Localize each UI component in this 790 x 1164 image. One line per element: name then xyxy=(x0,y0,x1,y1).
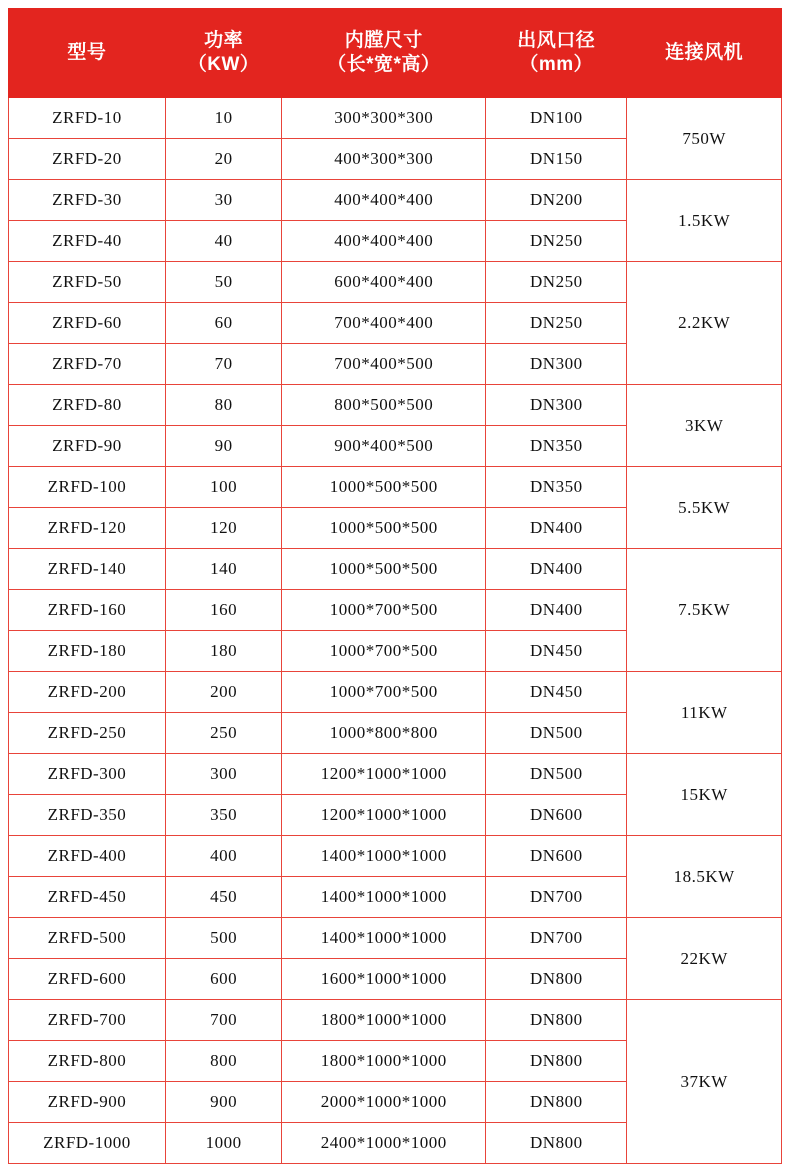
cell-model: ZRFD-180 xyxy=(9,631,166,672)
cell-connected-fan: 22KW xyxy=(627,918,782,1000)
cell-outlet-diameter: DN350 xyxy=(486,426,627,467)
cell-model: ZRFD-800 xyxy=(9,1041,166,1082)
cell-chamber-size: 1400*1000*1000 xyxy=(282,918,486,959)
cell-model: ZRFD-120 xyxy=(9,508,166,549)
cell-model: ZRFD-50 xyxy=(9,262,166,303)
cell-chamber-size: 900*400*500 xyxy=(282,426,486,467)
cell-model: ZRFD-40 xyxy=(9,221,166,262)
cell-chamber-size: 2400*1000*1000 xyxy=(282,1123,486,1164)
cell-outlet-diameter: DN150 xyxy=(486,139,627,180)
cell-chamber-size: 1600*1000*1000 xyxy=(282,959,486,1000)
cell-outlet-diameter: DN600 xyxy=(486,795,627,836)
cell-outlet-diameter: DN400 xyxy=(486,590,627,631)
cell-chamber-size: 400*400*400 xyxy=(282,180,486,221)
cell-chamber-size: 1000*500*500 xyxy=(282,508,486,549)
column-header-chamber-size-line1: 内膛尺寸 xyxy=(344,30,423,52)
column-header-model xyxy=(9,9,166,98)
cell-outlet-diameter: DN800 xyxy=(486,1000,627,1041)
cell-model: ZRFD-900 xyxy=(9,1082,166,1123)
cell-chamber-size: 1400*1000*1000 xyxy=(282,836,486,877)
cell-power: 140 xyxy=(165,549,282,590)
cell-power: 500 xyxy=(165,918,282,959)
cell-power: 250 xyxy=(165,713,282,754)
cell-model: ZRFD-60 xyxy=(9,303,166,344)
cell-power: 400 xyxy=(165,836,282,877)
cell-model: ZRFD-10 xyxy=(9,98,166,139)
table-header xyxy=(9,9,782,98)
cell-outlet-diameter: DN400 xyxy=(486,508,627,549)
cell-outlet-diameter: DN450 xyxy=(486,672,627,713)
cell-power: 180 xyxy=(165,631,282,672)
cell-power: 600 xyxy=(165,959,282,1000)
cell-model: ZRFD-500 xyxy=(9,918,166,959)
cell-model: ZRFD-400 xyxy=(9,836,166,877)
cell-power: 120 xyxy=(165,508,282,549)
cell-connected-fan: 1.5KW xyxy=(627,180,782,262)
cell-power: 1000 xyxy=(165,1123,282,1164)
table-row xyxy=(9,1000,782,1041)
cell-model: ZRFD-20 xyxy=(9,139,166,180)
cell-power: 20 xyxy=(165,139,282,180)
table-row xyxy=(9,754,782,795)
cell-chamber-size: 300*300*300 xyxy=(282,98,486,139)
cell-chamber-size: 2000*1000*1000 xyxy=(282,1082,486,1123)
cell-power: 160 xyxy=(165,590,282,631)
cell-outlet-diameter: DN300 xyxy=(486,344,627,385)
cell-outlet-diameter: DN200 xyxy=(486,180,627,221)
cell-chamber-size: 1000*700*500 xyxy=(282,631,486,672)
cell-outlet-diameter: DN450 xyxy=(486,631,627,672)
cell-model: ZRFD-100 xyxy=(9,467,166,508)
cell-chamber-size: 1000*500*500 xyxy=(282,467,486,508)
cell-outlet-diameter: DN800 xyxy=(486,1082,627,1123)
cell-connected-fan: 15KW xyxy=(627,754,782,836)
cell-power: 350 xyxy=(165,795,282,836)
cell-outlet-diameter: DN800 xyxy=(486,1123,627,1164)
cell-chamber-size: 1400*1000*1000 xyxy=(282,877,486,918)
cell-chamber-size: 1200*1000*1000 xyxy=(282,795,486,836)
cell-outlet-diameter: DN250 xyxy=(486,262,627,303)
cell-connected-fan: 3KW xyxy=(627,385,782,467)
cell-power: 100 xyxy=(165,467,282,508)
cell-power: 10 xyxy=(165,98,282,139)
cell-power: 300 xyxy=(165,754,282,795)
column-header-chamber-size xyxy=(282,9,486,98)
cell-outlet-diameter: DN250 xyxy=(486,221,627,262)
cell-outlet-diameter: DN700 xyxy=(486,877,627,918)
cell-outlet-diameter: DN350 xyxy=(486,467,627,508)
specification-table xyxy=(8,8,782,1164)
table-row xyxy=(9,180,782,221)
cell-chamber-size: 700*400*500 xyxy=(282,344,486,385)
cell-power: 200 xyxy=(165,672,282,713)
cell-chamber-size: 800*500*500 xyxy=(282,385,486,426)
table-row xyxy=(9,672,782,713)
cell-model: ZRFD-30 xyxy=(9,180,166,221)
column-header-model-line1: 型号 xyxy=(67,42,107,64)
cell-connected-fan: 7.5KW xyxy=(627,549,782,672)
cell-chamber-size: 400*400*400 xyxy=(282,221,486,262)
column-header-power-line1: 功率 xyxy=(204,30,244,52)
cell-outlet-diameter: DN800 xyxy=(486,1041,627,1082)
column-header-connected-fan-line1: 连接风机 xyxy=(665,42,744,64)
table-row xyxy=(9,467,782,508)
cell-outlet-diameter: DN100 xyxy=(486,98,627,139)
cell-model: ZRFD-1000 xyxy=(9,1123,166,1164)
column-header-outlet-diameter-line1: 出风口径 xyxy=(517,30,596,52)
cell-outlet-diameter: DN500 xyxy=(486,754,627,795)
table-body xyxy=(9,98,782,1164)
cell-connected-fan: 18.5KW xyxy=(627,836,782,918)
cell-power: 800 xyxy=(165,1041,282,1082)
cell-power: 900 xyxy=(165,1082,282,1123)
cell-outlet-diameter: DN300 xyxy=(486,385,627,426)
cell-chamber-size: 400*300*300 xyxy=(282,139,486,180)
cell-power: 80 xyxy=(165,385,282,426)
cell-outlet-diameter: DN250 xyxy=(486,303,627,344)
column-header-outlet-diameter-line2: （mm） xyxy=(519,54,594,75)
cell-model: ZRFD-90 xyxy=(9,426,166,467)
cell-connected-fan: 2.2KW xyxy=(627,262,782,385)
cell-model: ZRFD-600 xyxy=(9,959,166,1000)
column-header-chamber-size-line2: （长*宽*高） xyxy=(327,54,441,75)
cell-chamber-size: 600*400*400 xyxy=(282,262,486,303)
cell-connected-fan: 11KW xyxy=(627,672,782,754)
cell-outlet-diameter: DN700 xyxy=(486,918,627,959)
cell-connected-fan: 750W xyxy=(627,98,782,180)
cell-power: 60 xyxy=(165,303,282,344)
cell-connected-fan: 5.5KW xyxy=(627,467,782,549)
cell-power: 70 xyxy=(165,344,282,385)
column-header-connected-fan xyxy=(627,9,782,98)
cell-power: 50 xyxy=(165,262,282,303)
cell-outlet-diameter: DN400 xyxy=(486,549,627,590)
cell-power: 700 xyxy=(165,1000,282,1041)
cell-power: 40 xyxy=(165,221,282,262)
cell-connected-fan: 37KW xyxy=(627,1000,782,1164)
cell-model: ZRFD-350 xyxy=(9,795,166,836)
cell-outlet-diameter: DN800 xyxy=(486,959,627,1000)
table-row xyxy=(9,549,782,590)
cell-power: 30 xyxy=(165,180,282,221)
cell-model: ZRFD-700 xyxy=(9,1000,166,1041)
cell-model: ZRFD-140 xyxy=(9,549,166,590)
cell-power: 90 xyxy=(165,426,282,467)
table-row xyxy=(9,385,782,426)
cell-chamber-size: 1000*500*500 xyxy=(282,549,486,590)
cell-chamber-size: 1000*800*800 xyxy=(282,713,486,754)
cell-model: ZRFD-450 xyxy=(9,877,166,918)
cell-model: ZRFD-70 xyxy=(9,344,166,385)
cell-outlet-diameter: DN500 xyxy=(486,713,627,754)
cell-chamber-size: 1800*1000*1000 xyxy=(282,1000,486,1041)
table-row xyxy=(9,262,782,303)
column-header-power xyxy=(165,9,282,98)
table-row xyxy=(9,98,782,139)
table-row xyxy=(9,918,782,959)
cell-chamber-size: 1000*700*500 xyxy=(282,672,486,713)
table-header-row xyxy=(9,9,782,98)
cell-chamber-size: 1000*700*500 xyxy=(282,590,486,631)
cell-model: ZRFD-80 xyxy=(9,385,166,426)
column-header-power-line2: （KW） xyxy=(187,54,260,75)
cell-chamber-size: 1200*1000*1000 xyxy=(282,754,486,795)
cell-model: ZRFD-200 xyxy=(9,672,166,713)
column-header-outlet-diameter xyxy=(486,9,627,98)
cell-outlet-diameter: DN600 xyxy=(486,836,627,877)
cell-power: 450 xyxy=(165,877,282,918)
cell-model: ZRFD-300 xyxy=(9,754,166,795)
table-row xyxy=(9,836,782,877)
cell-model: ZRFD-160 xyxy=(9,590,166,631)
cell-model: ZRFD-250 xyxy=(9,713,166,754)
cell-chamber-size: 1800*1000*1000 xyxy=(282,1041,486,1082)
cell-chamber-size: 700*400*400 xyxy=(282,303,486,344)
